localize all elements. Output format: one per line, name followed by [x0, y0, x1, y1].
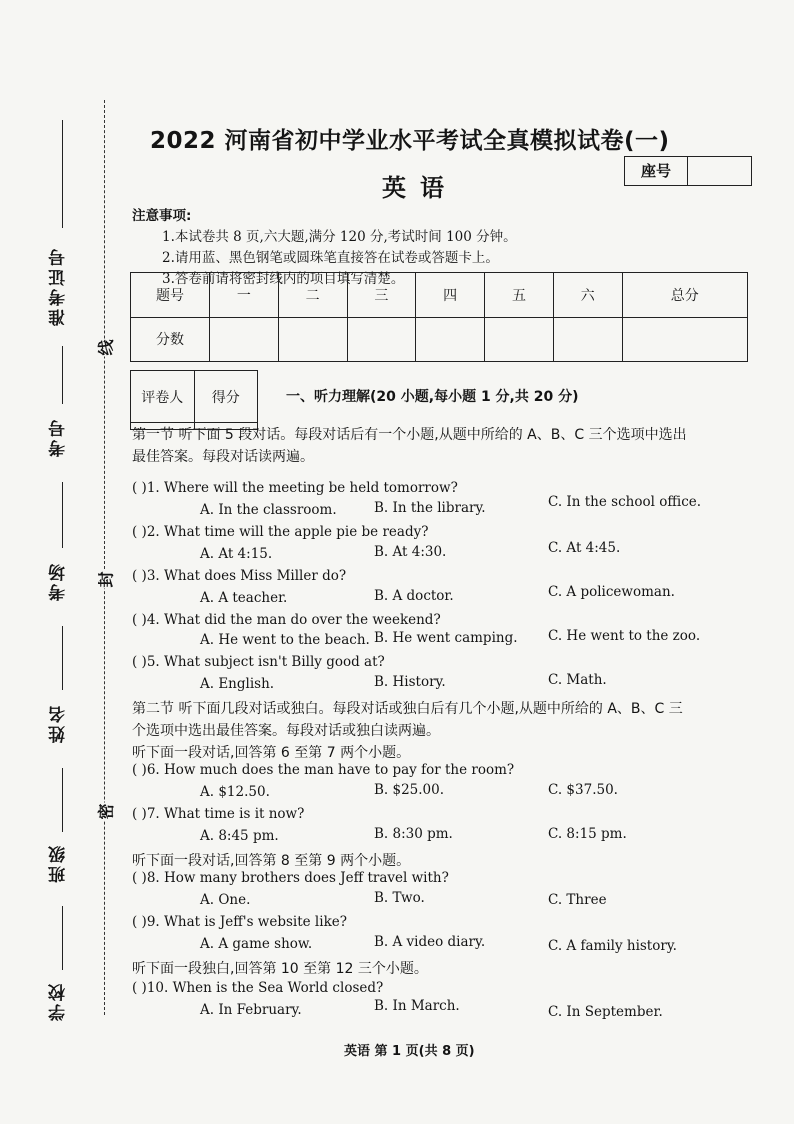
q8-option-b[interactable]: B. Two.: [374, 890, 425, 906]
question-5[interactable]: ( )5. What subject isn't Billy good at?: [132, 654, 385, 670]
seal-char-secret: 密: [94, 803, 117, 821]
q7-option-c[interactable]: C. 8:15 pm.: [548, 826, 627, 842]
prompt-8-9: 听下面一段对话,回答第 8 至第 9 两个小题。: [132, 853, 411, 869]
grader-score-label: 得分: [194, 371, 258, 423]
q5-option-c[interactable]: C. Math.: [548, 672, 607, 688]
score-input-cell[interactable]: [485, 317, 554, 362]
q10-option-a[interactable]: A. In February.: [200, 1002, 302, 1018]
q6-option-c[interactable]: C. $37.50.: [548, 782, 618, 798]
score-header-cell: 总分: [622, 273, 747, 318]
q10-option-c[interactable]: C. In September.: [548, 1004, 663, 1020]
q9-option-b[interactable]: B. A video diary.: [374, 934, 486, 950]
seat-label: 座号: [625, 157, 688, 185]
section1-instruction-cont: 最佳答案。每段对话读两遍。: [132, 449, 314, 465]
exam-title: 2022 河南省初中学业水平考试全真模拟试卷(一): [150, 128, 670, 154]
note-item: 1.本试卷共 8 页,六大题,满分 120 分,考试时间 100 分钟。: [162, 229, 517, 245]
score-table: [130, 272, 748, 362]
section2-instruction-cont: 个选项中选出最佳答案。每段对话或独白读两遍。: [132, 723, 440, 739]
prompt-6-7: 听下面一段对话,回答第 6 至第 7 两个小题。: [132, 745, 411, 761]
exam-no-line[interactable]: [62, 346, 63, 404]
note-item: 3.答卷前请将密封线内的项目填写清楚。: [162, 271, 405, 287]
score-row-label: 分数: [131, 317, 210, 362]
question-9[interactable]: ( )9. What is Jeff's website like?: [132, 914, 347, 930]
exam-id-label: 准考证号: [49, 246, 69, 326]
question-7[interactable]: ( )7. What time is it now?: [132, 806, 305, 822]
seal-dashed-line: [104, 100, 105, 1015]
q1-option-b[interactable]: B. In the library.: [374, 500, 486, 516]
q3-option-c[interactable]: C. A policewoman.: [548, 584, 675, 600]
q9-option-a[interactable]: A. A game show.: [200, 936, 313, 952]
prompt-10-12: 听下面一段独白,回答第 10 至第 12 三个小题。: [132, 961, 428, 977]
question-6[interactable]: ( )6. How much does the man have to pay for the room?: [132, 762, 515, 778]
q9-option-c[interactable]: C. A family history.: [548, 938, 677, 954]
grader-label: 评卷人: [131, 371, 195, 423]
exam-no-label: 考号: [49, 417, 69, 457]
section1-instruction: 第一节 听下面 5 段对话。每段对话后有一个小题,从题中所给的 A、B、C 三个选项中选出: [132, 427, 687, 443]
room-line[interactable]: [62, 482, 63, 548]
q6-option-a[interactable]: A. $12.50.: [200, 784, 270, 800]
q4-option-c[interactable]: C. He went to the zoo.: [548, 628, 701, 644]
seat-input[interactable]: [688, 157, 751, 185]
q6-option-b[interactable]: B. $25.00.: [374, 782, 445, 798]
score-header-cell: 三: [347, 273, 416, 318]
q2-option-c[interactable]: C. At 4:45.: [548, 540, 621, 556]
q1-option-c[interactable]: C. In the school office.: [548, 494, 702, 510]
score-input-cell[interactable]: [278, 317, 347, 362]
score-header-cell: 五: [485, 273, 554, 318]
score-header-cell: 二: [278, 273, 347, 318]
q8-option-c[interactable]: C. Three: [548, 892, 607, 908]
q1-option-a[interactable]: A. In the classroom.: [200, 502, 337, 518]
score-input-cell[interactable]: [416, 317, 485, 362]
q10-option-b[interactable]: B. In March.: [374, 998, 460, 1014]
question-10[interactable]: ( )10. When is the Sea World closed?: [132, 980, 384, 996]
seat-number-box: [624, 156, 752, 186]
score-header-cell: 一: [210, 273, 279, 318]
score-header-cell: 六: [553, 273, 622, 318]
question-8[interactable]: ( )8. How many brothers does Jeff travel with?: [132, 870, 449, 886]
note-item: 2.请用蓝、黑色钢笔或圆珠笔直接答在试卷或答题卡上。: [162, 250, 499, 266]
q8-option-a[interactable]: A. One.: [200, 892, 251, 908]
seal-char-line: 线: [94, 339, 117, 357]
question-4[interactable]: ( )4. What did the man do over the weekend?: [132, 612, 441, 628]
score-header-cell: 四: [416, 273, 485, 318]
score-input-cell[interactable]: [553, 317, 622, 362]
q5-option-a[interactable]: A. English.: [200, 676, 275, 692]
q3-option-b[interactable]: B. A doctor.: [374, 588, 454, 604]
score-input-cell[interactable]: [347, 317, 416, 362]
q4-option-a[interactable]: A. He went to the beach.: [200, 632, 370, 648]
question-3[interactable]: ( )3. What does Miss Miller do?: [132, 568, 347, 584]
seal-char-seal: 封: [94, 571, 117, 589]
room-label: 考场: [49, 561, 69, 601]
q5-option-b[interactable]: B. History.: [374, 674, 446, 690]
school-line[interactable]: [62, 906, 63, 970]
part1-title: 一、听力理解(20 小题,每小题 1 分,共 20 分): [286, 389, 579, 405]
q3-option-a[interactable]: A. A teacher.: [200, 590, 288, 606]
exam-id-line[interactable]: [62, 120, 63, 228]
name-label: 姓名: [49, 703, 69, 743]
section2-instruction: 第二节 听下面几段对话或独白。每段对话或独白后有几个小题,从题中所给的 A、B、C 三: [132, 701, 683, 717]
subject-title: 英语: [382, 174, 458, 202]
name-line[interactable]: [62, 626, 63, 690]
page-footer: 英语 第 1 页(共 8 页): [344, 1044, 475, 1059]
q7-option-b[interactable]: B. 8:30 pm.: [374, 826, 453, 842]
q2-option-a[interactable]: A. At 4:15.: [200, 546, 273, 562]
question-2[interactable]: ( )2. What time will the apple pie be ready?: [132, 524, 429, 540]
question-1[interactable]: ( )1. Where will the meeting be held tomorrow?: [132, 480, 458, 496]
notes-heading: 注意事项:: [132, 208, 192, 224]
q2-option-b[interactable]: B. At 4:30.: [374, 544, 447, 560]
school-label: 学校: [49, 981, 69, 1021]
class-line[interactable]: [62, 768, 63, 832]
q4-option-b[interactable]: B. He went camping.: [374, 630, 518, 646]
score-input-cell[interactable]: [210, 317, 279, 362]
grader-table: [130, 370, 258, 430]
score-input-cell[interactable]: [622, 317, 747, 362]
class-label: 班级: [49, 843, 69, 883]
score-header-cell: 题号: [131, 273, 210, 318]
q7-option-a[interactable]: A. 8:45 pm.: [200, 828, 279, 844]
